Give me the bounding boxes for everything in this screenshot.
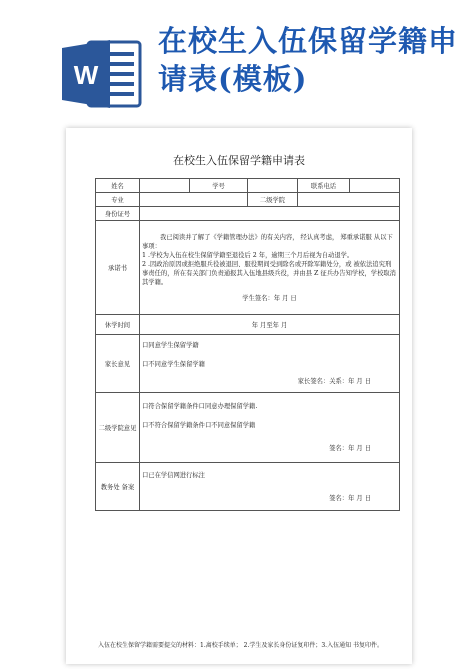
suspension-value: 年 月至年 月 <box>140 315 400 335</box>
pledge-signature: 学生签名：年 月 日 <box>242 294 297 302</box>
pledge-item-2: 2 .因政治原因或拒绝服兵役被退回、服役期间受到除名或开除军籍处分，或 被依法追究刑事责任的，所在有关部门负责通报其入伍地县级兵役，并由县 Z 征兵办告知学校，学校取消其学籍。 <box>142 260 396 286</box>
parent-opinion-label: 家长意见 <box>96 335 140 393</box>
pledge-label: 承诺书 <box>96 221 140 315</box>
college-not-meets-option[interactable]: 口不符合保留学籍条件口不同意保留学籍 <box>142 422 256 429</box>
parent-agree-option[interactable]: 口同意学生保留学籍 <box>142 342 199 349</box>
college-opinion-content <box>140 393 400 463</box>
phone-value[interactable] <box>350 179 400 193</box>
application-form-table <box>95 178 400 511</box>
major-value[interactable] <box>140 193 248 207</box>
name-label: 姓名 <box>96 179 140 193</box>
registry-signature: 签名：年 月 日 <box>329 494 371 502</box>
parent-opinion-content <box>140 335 400 393</box>
college-signature: 签名：年 月 日 <box>329 445 371 452</box>
document-footnote: 入伍在校生保留学籍需要提交的材料：1.离校手续单； 2.学生及家长身份证复印件；3.入伍通知 书复印件。 <box>98 642 383 649</box>
document-title: 在校生入伍保留学籍申请表 <box>173 154 305 167</box>
registry-label: 教务处 备案 <box>96 463 140 511</box>
phone-label: 联系电话 <box>298 179 350 193</box>
document-page <box>66 128 412 664</box>
id-card-value[interactable] <box>140 207 400 221</box>
college-meets-option[interactable]: 口符合保留学籍条件口同意办理保留学籍. <box>142 403 258 410</box>
registry-content <box>140 463 400 511</box>
college-label: 二级学院 <box>248 193 298 207</box>
pledge-intro: 我已阅读并了解了《学籍管理办法》的有关内容， 经认真考虑， 郑重承诺服 从以下事项： <box>142 233 393 250</box>
college-value[interactable] <box>298 193 400 207</box>
suspension-label: 休学时间 <box>96 315 140 335</box>
id-card-label: 身份证号 <box>96 207 140 221</box>
page-title: 在校生入伍保留学籍申请表(模板) <box>158 24 459 96</box>
parent-disagree-option[interactable]: 口不同意学生保留学籍 <box>142 361 205 368</box>
student-id-value[interactable] <box>248 179 298 193</box>
svg-text:W: W <box>73 60 99 90</box>
word-icon <box>60 38 144 110</box>
major-label: 专业 <box>96 193 140 207</box>
name-value[interactable] <box>140 179 190 193</box>
pledge-content <box>140 221 400 315</box>
student-id-label: 学号 <box>190 179 248 193</box>
pledge-item-1: 1 .学校为入伍在校生保留学籍至退役后 2 年，逾期三个月后视为自动退学。 <box>142 251 354 259</box>
registry-note-option[interactable]: 口已在学信网进行标注 <box>142 471 205 479</box>
parent-signature: 家长签名：关系：年 月 日 <box>297 378 371 385</box>
college-opinion-label: 二级学院意见 <box>96 393 140 463</box>
